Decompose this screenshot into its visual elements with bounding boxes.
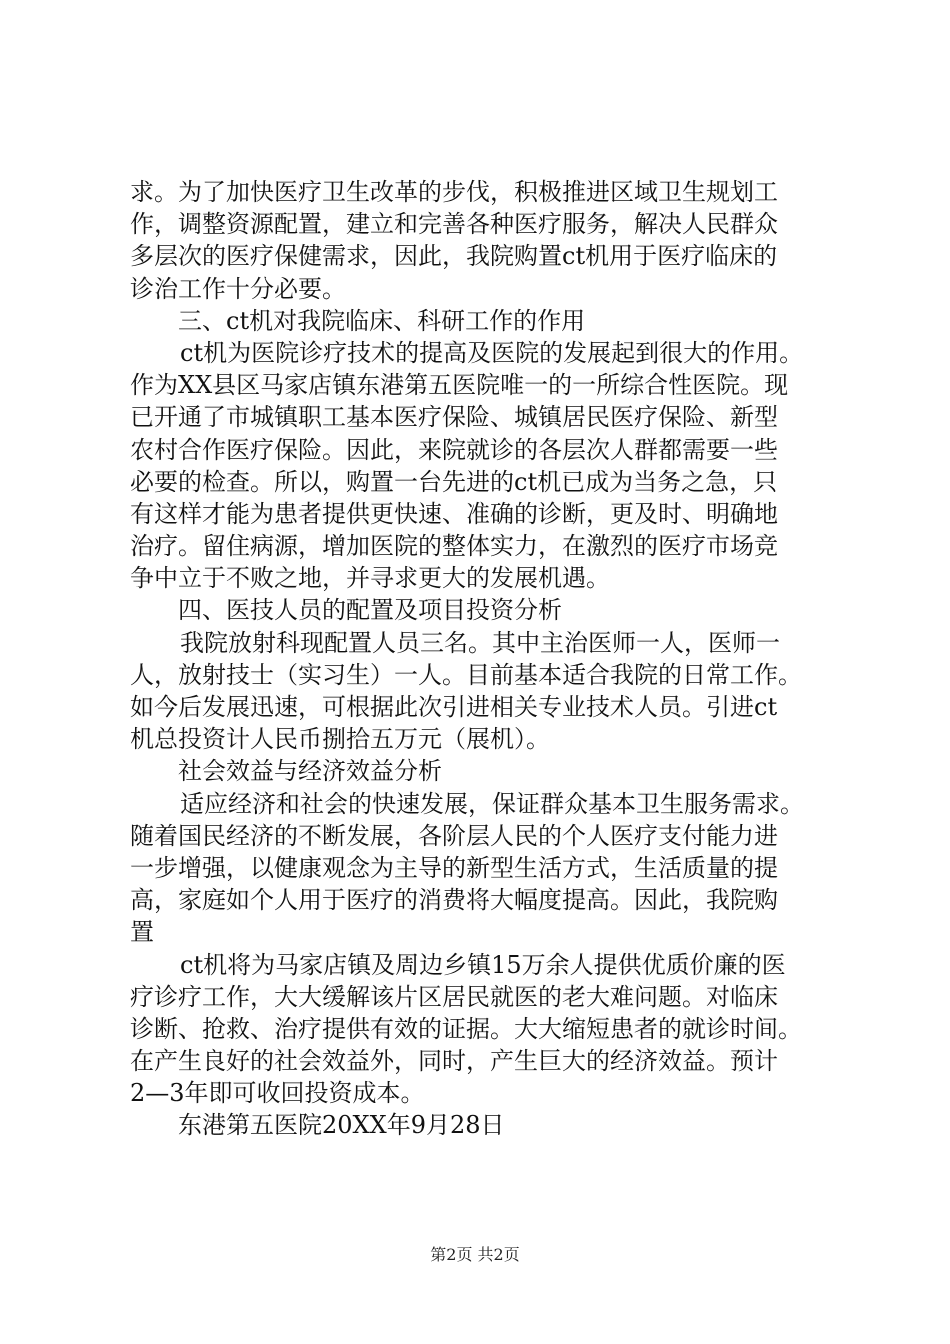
text-line: 如今后发展迅速，可根据此次引进相关专业技术人员。引进ct	[130, 693, 778, 721]
text-line: ct机将为马家店镇及周边乡镇15万余人提供优质价廉的医	[180, 950, 786, 979]
text-line: 求。为了加快医疗卫生改革的步伐，积极推进区域卫生规划工	[130, 178, 778, 206]
text-line: 争中立于不败之地，并寻求更大的发展机遇。	[130, 564, 610, 593]
text-line: 2—3年即可收回投资成本。	[130, 1079, 425, 1108]
text-line: 有这样才能为患者提供更快速、准确的诊断，更及时、明确地	[130, 499, 778, 528]
text-line: ct机为医院诊疗技术的提高及医院的发展起到很大的作用。	[180, 338, 804, 367]
text-line: 诊断、抢救、治疗提供有效的证据。大大缩短患者的就诊时间。	[130, 1014, 802, 1043]
text-line: 适应经济和社会的快速发展，保证群众基本卫生服务需求。	[180, 789, 804, 818]
text-line: 高，家庭如个人用于医疗的消费将大幅度提高。因此，我院购	[130, 886, 778, 915]
page-number: 第2页 共2页	[430, 1245, 520, 1264]
text-line: 必要的检查。所以，购置一台先进的ct机已成为当务之急，只	[130, 467, 778, 496]
text-line: 置	[130, 918, 154, 947]
text-line: 作，调整资源配置，建立和完善各种医疗服务，解决人民群众	[130, 210, 778, 239]
signature-line: 东港第五医院20XX年9月28日	[178, 1111, 505, 1140]
text-line: 人，放射技士（实习生）一人。目前基本适合我院的日常工作。	[130, 660, 802, 689]
body-text	[130, 176, 830, 1142]
text-line: 诊治工作十分必要。	[130, 274, 346, 303]
text-line: 作为XX县区马家店镇东港第五医院唯一的一所综合性医院。现	[130, 371, 789, 400]
text-line: 机总投资计人民币捌拾五万元（展机）。	[130, 725, 550, 754]
text-line: 治疗。留住病源，增加医院的整体实力，在激烈的医疗市场竞	[130, 532, 778, 561]
text-line: 一步增强，以健康观念为主导的新型生活方式，生活质量的提	[130, 853, 778, 882]
text-line: 已开通了市城镇职工基本医疗保险、城镇居民医疗保险、新型	[130, 403, 778, 432]
text-line: 随着国民经济的不断发展，各阶层人民的个人医疗支付能力进	[130, 821, 778, 850]
text-line: 多层次的医疗保健需求，因此，我院购置ct机用于医疗临床的	[130, 242, 778, 271]
section-heading: 三、ct机对我院临床、科研工作的作用	[178, 306, 586, 335]
section-heading: 四、医技人员的配置及项目投资分析	[178, 596, 562, 625]
section-heading: 社会效益与经济效益分析	[178, 757, 442, 786]
text-line: 我院放射科现配置人员三名。其中主治医师一人，医师一	[180, 628, 780, 657]
text-line: 疗诊疗工作，大大缓解该片区居民就医的老大难问题。对临床	[130, 982, 778, 1011]
text-line: 农村合作医疗保险。因此，来院就诊的各层次人群都需要一些	[130, 435, 778, 464]
text-line: 在产生良好的社会效益外，同时，产生巨大的经济效益。预计	[130, 1047, 778, 1076]
